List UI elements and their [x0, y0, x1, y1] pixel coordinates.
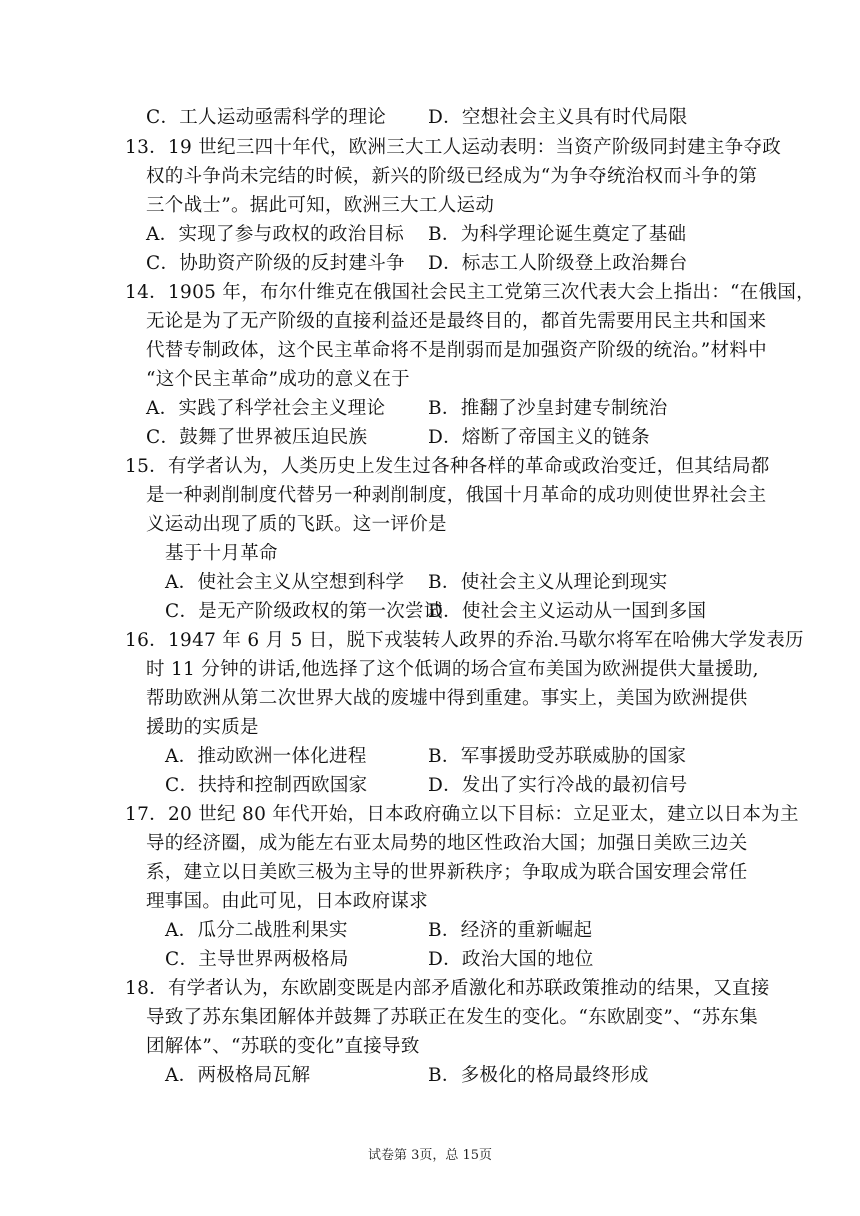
- q18-option-a: A．两极格局瓦解: [165, 1065, 311, 1086]
- q17-option-d: D．政治大国的地位: [428, 949, 594, 970]
- q18-stem-line-2: 导致了苏东集团解体并鼓舞了苏联正在发生的变化。“东欧剧变”、“苏东集: [146, 1007, 759, 1028]
- q15-option-b: B．使社会主义从理论到现实: [428, 572, 668, 593]
- q14-option-d: D．熔断了帝国主义的链条: [428, 427, 650, 448]
- q17-stem-line-1: 17．20 世纪 80 年代开始，日本政府确立以下目标：立足亚太，建立以日本为主: [125, 804, 799, 825]
- q18-stem-line-1: 18．有学者认为，东欧剧变既是内部矛盾激化和苏联政策推动的结果，又直接: [125, 978, 770, 999]
- q18-option-b: B．多极化的格局最终形成: [428, 1065, 649, 1086]
- q13-stem-line-2: 权的斗争尚未完结的时候，新兴的阶级已经成为“为争夺统治权而斗争的第: [146, 166, 758, 187]
- q14-option-c: C．鼓舞了世界被压迫民族: [146, 427, 368, 448]
- q14-stem-line-3: 代替专制政体，这个民主革命将不是削弱而是加强资产阶级的统治。”材料中: [146, 340, 767, 361]
- q12-option-d: D．空想社会主义具有时代局限: [428, 107, 688, 128]
- page-footer: 试卷第 3页，总 15页: [367, 1148, 493, 1163]
- q16-stem-line-2: 时 11 分钟的讲话,他选择了这个低调的场合宣布美国为欧洲提供大量援助,: [146, 659, 759, 680]
- q16-stem-line-4: 援助的实质是: [146, 717, 259, 738]
- q15-option-d: D．使社会主义运动从一国到多国: [428, 601, 707, 622]
- q15-option-a: A．使社会主义从空想到科学: [165, 572, 405, 593]
- q17-stem-line-2: 导的经济圈，成为能左右亚太局势的地区性政治大国；加强日美欧三边关: [146, 833, 748, 854]
- q14-option-a: A．实践了科学社会主义理论: [146, 398, 386, 419]
- q18-stem-line-3: 团解体”、“苏联的变化”直接导致: [146, 1036, 420, 1057]
- q16-option-b: B．军事援助受苏联威胁的国家: [428, 746, 687, 767]
- q16-option-a: A．推动欧洲一体化进程: [165, 746, 367, 767]
- q13-option-a: A．实现了参与政权的政治目标: [146, 224, 405, 245]
- q17-option-b: B．经济的重新崛起: [428, 920, 593, 941]
- q15-option-c: C．是无产阶级政权的第一次尝试: [165, 601, 443, 622]
- q14-option-b: B．推翻了沙皇封建专制统治: [428, 398, 668, 419]
- q14-stem-line-4: “这个民主革命”成功的意义在于: [146, 369, 410, 390]
- q17-stem-line-4: 理事国。由此可见，日本政府谋求: [146, 891, 429, 912]
- q13-option-b: B．为科学理论诞生奠定了基础: [428, 224, 687, 245]
- q17-option-a: A．瓜分二战胜利果实: [165, 920, 348, 941]
- q17-stem-line-3: 系，建立以日美欧三极为主导的世界新秩序；争取成为联合国安理会常任: [146, 862, 748, 883]
- q16-stem-line-1: 16．1947 年 6 月 5 日，脱下戎装转人政界的乔治.马歇尔将军在哈佛大学发表历: [125, 630, 804, 651]
- q14-stem-line-1: 14．1905 年，布尔什维克在俄国社会民主工党第三次代表大会上指出：“在俄国，: [125, 282, 815, 303]
- q13-option-c: C．协助资产阶级的反封建斗争: [146, 253, 405, 274]
- q13-stem-line-1: 13．19 世纪三四十年代，欧洲三大工人运动表明：当资产阶级同封建主争夺政: [125, 137, 782, 158]
- q15-stem-line-1: 15．有学者认为，人类历史上发生过各种各样的革命或政治变迁，但其结局都: [125, 456, 770, 477]
- q12-option-c: C．工人运动亟需科学的理论: [146, 107, 387, 128]
- q14-stem-line-2: 无论是为了无产阶级的直接利益还是最终目的，都首先需要用民主共和国来: [146, 311, 767, 332]
- q17-option-c: C．主导世界两极格局: [165, 949, 349, 970]
- q16-stem-line-3: 帮助欧洲从第二次世界大战的废墟中得到重建。事实上，美国为欧洲提供: [146, 688, 748, 709]
- q15-stem-line-4: 基于十月革命: [165, 543, 278, 564]
- q16-option-d: D．发出了实行冷战的最初信号: [428, 775, 688, 796]
- q13-stem-line-3: 三个战士”。据此可知，欧洲三大工人运动: [146, 195, 495, 216]
- q15-stem-line-3: 义运动出现了质的飞跃。这一评价是: [146, 514, 447, 535]
- q13-option-d: D．标志工人阶级登上政治舞台: [428, 253, 688, 274]
- q15-stem-line-2: 是一种剥削制度代替另一种剥削制度，俄国十月革命的成功则使世界社会主: [146, 485, 767, 506]
- q16-option-c: C．扶持和控制西欧国家: [165, 775, 368, 796]
